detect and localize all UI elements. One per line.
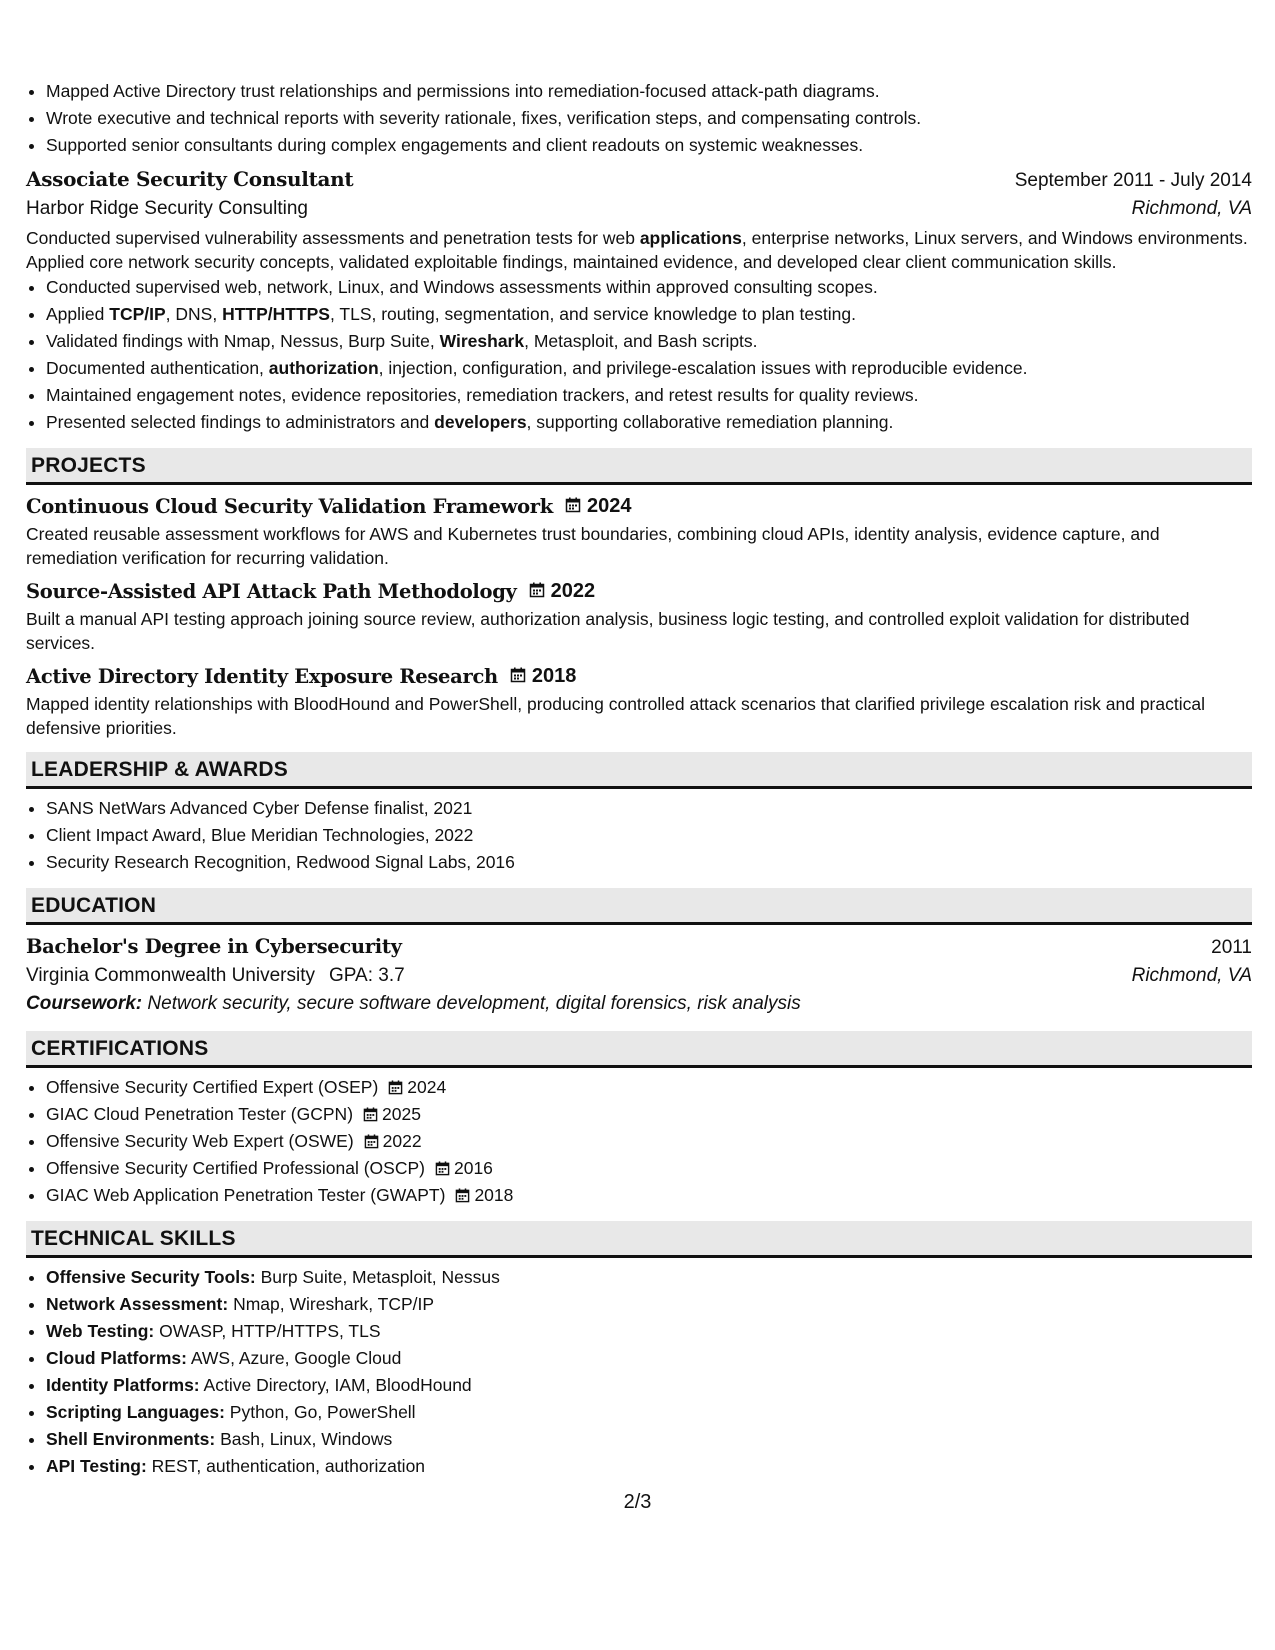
skills-list [26,1264,1252,1480]
project-year: 2022 [550,580,596,602]
project-year: 2024 [586,495,632,517]
list-item: • Wrote executive and technical reports with severity rationale, fixes, verification steps, and compensating controls. [46,105,1252,132]
cert-year: 2022 [382,1131,422,1151]
list-item: • Supported senior consultants during complex engagements and client readouts on systemic weaknesses. [46,132,1252,159]
keyword: Wireshark [439,331,525,351]
calendar-icon [565,497,581,516]
calendar-icon [353,1104,378,1124]
previous-job-bullets [26,78,1252,159]
certifications-heading: CERTIFICATIONS [26,1031,1252,1068]
project-entry [26,495,1252,570]
projects-heading: PROJECTS [26,448,1252,485]
cert-name: GIAC Web Application Penetration Tester (GWAPT) [46,1185,446,1205]
job-subheader [26,198,1252,220]
calendar-icon [378,1077,403,1097]
list-item [46,1074,1252,1101]
cert-name: Offensive Security Certified Professional (OSCP) [46,1158,425,1178]
list-item [46,409,1252,436]
list-item [46,1264,1252,1291]
cert-year: 2024 [407,1077,447,1097]
summary-text: , enterprise networks, Linux servers, and Windows environments. Applied core network security concepts, validated exploitable findings, maintained evidence, and developed clear client communication skills. [26,228,1248,272]
education-heading: EDUCATION [26,888,1252,925]
summary-text: Conducted supervised vulnerability assessments and penetration tests for web [26,228,640,248]
list-item [46,1399,1252,1426]
cert-year: 2018 [474,1185,514,1205]
graduation-year: 2011 [1211,937,1252,958]
page-number: 2/3 [623,1491,652,1513]
skill-value: Active Directory, IAM, BloodHound [203,1375,472,1395]
skill-value: REST, authentication, authorization [151,1456,426,1476]
skill-value: Bash, Linux, Windows [220,1429,393,1449]
list-item [46,1291,1252,1318]
list-item [46,1426,1252,1453]
skill-label: Shell Environments: [46,1429,216,1449]
cert-name: GIAC Cloud Penetration Tester (GCPN) [46,1104,354,1124]
text: , DNS, [165,304,223,324]
text: , supporting collaborative remediation planning. [526,412,894,432]
text: Presented selected findings to administrators and [46,412,435,432]
project-description: Built a manual API testing approach joining source review, authorization analysis, business logic testing, and controlled exploit validation for distributed services. [26,609,1190,653]
degree-title: Bachelor's Degree in Cybersecurity [26,935,402,958]
list-item: • Security Research Recognition, Redwood Signal Labs, 2016 [46,849,1252,876]
list-item [46,1453,1252,1480]
text: , Metasploit, and Bash scripts. [524,331,758,351]
skill-label: Cloud Platforms: [46,1348,187,1368]
project-title: Source-Assisted API Attack Path Methodology [26,580,517,603]
skill-label: Web Testing: [46,1321,155,1341]
cert-name: Offensive Security Certified Expert (OSEP) [46,1077,379,1097]
calendar-icon [354,1131,379,1151]
calendar-icon [445,1185,470,1205]
project-title: Active Directory Identity Exposure Research [26,665,498,688]
text: , injection, configuration, and privilege-escalation issues with reproducible evidence. [378,358,1028,378]
list-item: • Maintained engagement notes, evidence repositories, remediation trackers, and retest results for quality reviews. [46,382,1252,409]
list-item: • SANS NetWars Advanced Cyber Defense finalist, 2021 [46,795,1252,822]
project-title: Continuous Cloud Security Validation Framework [26,495,553,518]
summary-keyword: applications [639,228,742,248]
skill-value: Nmap, Wireshark, TCP/IP [233,1294,435,1314]
cert-year: 2025 [382,1104,421,1124]
list-item [46,1155,1252,1182]
text: , TLS, routing, segmentation, and service knowledge to plan testing. [329,304,856,324]
education-header [26,935,1252,959]
project-entry [26,580,1252,655]
list-item [46,1318,1252,1345]
cert-name: Offensive Security Web Expert (OSWE) [46,1131,354,1151]
skill-label: API Testing: [46,1456,147,1476]
list-item [46,301,1252,328]
text: Applied [46,304,110,324]
project-entry [26,665,1252,740]
resume-page [26,78,1252,1480]
gpa: GPA: 3.7 [328,965,405,986]
leadership-list [26,795,1252,876]
list-item: • Mapped Active Directory trust relationships and permissions into remediation-focused attack-path diagrams. [46,78,1252,105]
job-location: Richmond, VA [1131,198,1252,219]
project-description: Created reusable assessment workflows for AWS and Kubernetes trust boundaries, combining cloud APIs, identity analysis, evidence capture, and remediation verification for recurring validation. [26,524,1160,568]
school-location: Richmond, VA [1131,965,1252,986]
calendar-icon [529,582,545,601]
keyword: HTTP/HTTPS [222,304,330,324]
keyword: TCP/IP [109,304,166,324]
skill-value: Burp Suite, Metasploit, Nessus [260,1267,500,1287]
skill-value: OWASP, HTTP/HTTPS, TLS [159,1321,381,1341]
keyword: developers [434,412,527,432]
list-item [46,1128,1252,1155]
skill-label: Network Assessment: [46,1294,229,1314]
coursework-label: Coursework: [26,993,143,1014]
job-dates: September 2011 - July 2014 [1014,170,1252,191]
list-item [46,355,1252,382]
project-year: 2018 [531,665,577,687]
job-summary [26,226,1252,274]
job-title: Associate Security Consultant [26,167,354,191]
skill-label: Scripting Languages: [46,1402,225,1422]
school-name: Virginia Commonwealth University [26,965,315,986]
coursework [26,993,1252,1015]
company-name: Harbor Ridge Security Consulting [26,198,308,219]
list-item [46,1101,1252,1128]
skills-heading: TECHNICAL SKILLS [26,1221,1252,1258]
text: Validated findings with Nmap, Nessus, Burp Suite, [46,331,440,351]
leadership-heading: LEADERSHIP & AWARDS [26,752,1252,789]
coursework-text: Network security, secure software development, digital forensics, risk analysis [147,993,801,1014]
job-bullets [26,274,1252,436]
project-description: Mapped identity relationships with BloodHound and PowerShell, producing controlled attack scenarios that clarified privilege escalation risk and practical defensive priorities. [26,694,1205,738]
list-item [46,1182,1252,1209]
list-item [46,1372,1252,1399]
certifications-list [26,1074,1252,1209]
list-item [46,1345,1252,1372]
list-item [46,328,1252,355]
list-item: • Conducted supervised web, network, Linux, and Windows assessments within approved consulting scopes. [46,274,1252,301]
skill-value: AWS, Azure, Google Cloud [190,1348,402,1368]
education-subheader [26,965,1252,987]
skill-label: Identity Platforms: [46,1375,200,1395]
text: Documented authentication, [46,358,269,378]
list-item: • Client Impact Award, Blue Meridian Technologies, 2022 [46,822,1252,849]
keyword: authorization [268,358,379,378]
calendar-icon [510,667,526,686]
skill-value: Python, Go, PowerShell [229,1402,416,1422]
calendar-icon [425,1158,450,1178]
cert-year: 2016 [453,1158,493,1178]
job-header [26,167,1252,192]
skill-label: Offensive Security Tools: [46,1267,256,1287]
